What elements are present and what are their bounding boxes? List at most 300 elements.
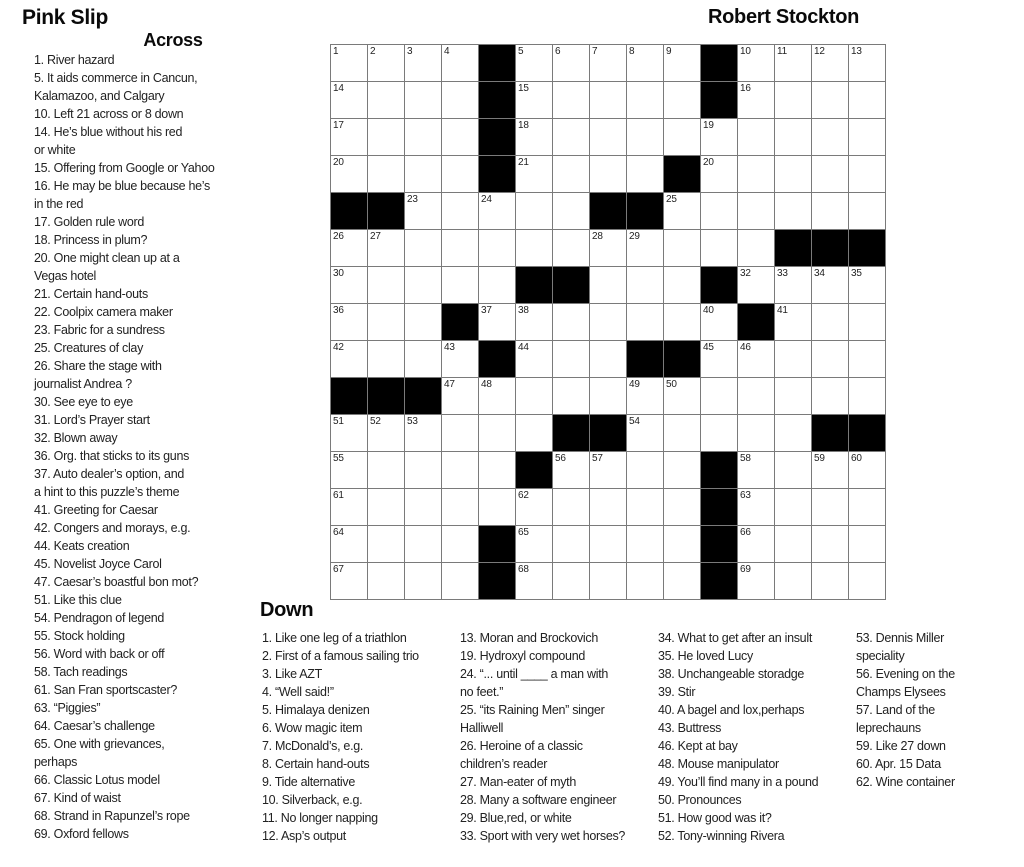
grid-cell[interactable] bbox=[405, 267, 441, 303]
grid-cell[interactable] bbox=[516, 526, 552, 562]
grid-cell[interactable] bbox=[516, 563, 552, 599]
grid-cell[interactable] bbox=[405, 119, 441, 155]
grid-cell[interactable] bbox=[775, 156, 811, 192]
grid-cell[interactable] bbox=[368, 45, 404, 81]
grid-cell[interactable] bbox=[849, 267, 885, 303]
grid-cell[interactable] bbox=[516, 415, 552, 451]
grid-cell[interactable] bbox=[775, 119, 811, 155]
grid-cell[interactable] bbox=[368, 82, 404, 118]
cell-number: 3 bbox=[407, 46, 413, 57]
grid-cell[interactable] bbox=[405, 452, 441, 488]
grid-cell[interactable] bbox=[516, 82, 552, 118]
down-clue-column bbox=[460, 629, 625, 845]
down-clue: 2. First of a famous sailing trio bbox=[262, 649, 419, 663]
grid-cell[interactable] bbox=[590, 526, 626, 562]
grid-cell[interactable] bbox=[331, 563, 367, 599]
grid-cell[interactable] bbox=[775, 452, 811, 488]
across-clue: 55. Stock holding bbox=[34, 629, 125, 643]
cell-number: 58 bbox=[740, 453, 751, 464]
down-clue: 48. Mouse manipulator bbox=[658, 757, 779, 771]
grid-cell-black bbox=[701, 82, 737, 118]
grid-cell-black bbox=[368, 378, 404, 414]
grid-cell[interactable] bbox=[738, 452, 774, 488]
grid-cell[interactable] bbox=[405, 45, 441, 81]
grid-cell[interactable] bbox=[812, 378, 848, 414]
cell-number: 25 bbox=[666, 194, 677, 205]
grid-cell[interactable] bbox=[701, 119, 737, 155]
grid-cell[interactable] bbox=[368, 415, 404, 451]
grid-cell[interactable] bbox=[812, 489, 848, 525]
grid-cell[interactable] bbox=[368, 452, 404, 488]
across-clue: 20. One might clean up at a Vegas hotel bbox=[34, 251, 180, 283]
across-clue: 26. Share the stage with journalist Andrea ? bbox=[34, 359, 162, 391]
grid-cell[interactable] bbox=[479, 489, 515, 525]
grid-cell[interactable] bbox=[849, 82, 885, 118]
down-clue: 28. Many a software engineer bbox=[460, 793, 617, 807]
grid-cell[interactable] bbox=[701, 304, 737, 340]
grid-cell[interactable] bbox=[516, 119, 552, 155]
down-clue: 51. How good was it? bbox=[658, 811, 772, 825]
grid-cell[interactable] bbox=[812, 45, 848, 81]
cell-number: 40 bbox=[703, 305, 714, 316]
across-header: Across bbox=[143, 30, 203, 50]
grid-cell[interactable] bbox=[849, 341, 885, 377]
grid-cell[interactable] bbox=[590, 82, 626, 118]
grid-cell[interactable] bbox=[664, 526, 700, 562]
grid-cell[interactable] bbox=[479, 193, 515, 229]
grid-cell[interactable] bbox=[516, 45, 552, 81]
grid-cell[interactable] bbox=[590, 563, 626, 599]
grid-cell[interactable] bbox=[775, 193, 811, 229]
grid-cell[interactable] bbox=[590, 156, 626, 192]
cell-number: 43 bbox=[444, 342, 455, 353]
grid-cell[interactable] bbox=[405, 415, 441, 451]
cell-number: 20 bbox=[703, 157, 714, 168]
cell-number: 21 bbox=[518, 157, 529, 168]
grid-cell[interactable] bbox=[627, 526, 663, 562]
cell-number: 36 bbox=[333, 305, 344, 316]
grid-cell[interactable] bbox=[368, 526, 404, 562]
across-clue: 44. Keats creation bbox=[34, 539, 130, 553]
down-clue: 10. Silverback, e.g. bbox=[262, 793, 363, 807]
cell-number: 65 bbox=[518, 527, 529, 538]
grid-cell[interactable] bbox=[627, 156, 663, 192]
cell-number: 11 bbox=[777, 46, 787, 57]
grid-cell[interactable] bbox=[331, 489, 367, 525]
cell-number: 17 bbox=[333, 120, 344, 131]
grid-cell[interactable] bbox=[590, 489, 626, 525]
grid-cell[interactable] bbox=[812, 304, 848, 340]
down-clue: 56. Evening on the Champs Elysees bbox=[856, 667, 955, 699]
cell-number: 33 bbox=[777, 268, 788, 279]
grid-cell[interactable] bbox=[627, 304, 663, 340]
grid-cell[interactable] bbox=[516, 193, 552, 229]
grid-cell[interactable] bbox=[553, 378, 589, 414]
grid-cell[interactable] bbox=[442, 341, 478, 377]
grid-cell[interactable] bbox=[368, 267, 404, 303]
grid-cell[interactable] bbox=[812, 452, 848, 488]
cell-number: 35 bbox=[851, 268, 862, 279]
grid-cell[interactable] bbox=[775, 304, 811, 340]
grid-cell[interactable] bbox=[590, 378, 626, 414]
cell-number: 64 bbox=[333, 527, 344, 538]
grid-cell[interactable] bbox=[405, 304, 441, 340]
grid-cell[interactable] bbox=[553, 82, 589, 118]
grid-cell[interactable] bbox=[738, 526, 774, 562]
grid-cell[interactable] bbox=[701, 193, 737, 229]
grid-cell[interactable] bbox=[405, 526, 441, 562]
grid-cell[interactable] bbox=[590, 267, 626, 303]
down-clue: 60. Apr. 15 Data bbox=[856, 757, 941, 771]
cell-number: 6 bbox=[555, 46, 561, 57]
cell-number: 23 bbox=[407, 194, 418, 205]
grid-cell[interactable] bbox=[849, 378, 885, 414]
grid-cell[interactable] bbox=[479, 378, 515, 414]
down-clue: 40. A bagel and lox,perhaps bbox=[658, 703, 805, 717]
grid-cell[interactable] bbox=[775, 489, 811, 525]
grid-cell[interactable] bbox=[479, 267, 515, 303]
cell-number: 7 bbox=[592, 46, 598, 57]
cell-number: 24 bbox=[481, 194, 492, 205]
grid-cell[interactable] bbox=[442, 82, 478, 118]
across-clue: 15. Offering from Google or Yahoo bbox=[34, 161, 215, 175]
cell-number: 34 bbox=[814, 268, 825, 279]
grid-cell[interactable] bbox=[775, 563, 811, 599]
cell-number: 4 bbox=[444, 46, 450, 57]
grid-cell[interactable] bbox=[627, 378, 663, 414]
grid-cell[interactable] bbox=[664, 193, 700, 229]
across-clue: 37. Auto dealer’s option, and a hint to this puzzle’s theme bbox=[34, 467, 184, 499]
grid-cell[interactable] bbox=[664, 378, 700, 414]
grid-cell[interactable] bbox=[738, 267, 774, 303]
grid-cell[interactable] bbox=[664, 267, 700, 303]
grid-cell[interactable] bbox=[516, 489, 552, 525]
grid-cell[interactable] bbox=[775, 526, 811, 562]
grid-cell[interactable] bbox=[627, 119, 663, 155]
grid-cell[interactable] bbox=[405, 193, 441, 229]
grid-cell[interactable] bbox=[331, 452, 367, 488]
across-clue: 41. Greeting for Caesar bbox=[34, 503, 158, 517]
down-clue: 46. Kept at bay bbox=[658, 739, 738, 753]
grid-cell[interactable] bbox=[812, 156, 848, 192]
grid-cell[interactable] bbox=[849, 563, 885, 599]
down-clue: 33. Sport with very wet horses? bbox=[460, 829, 626, 843]
grid-cell-black bbox=[479, 82, 515, 118]
down-clue-column bbox=[856, 629, 955, 791]
grid-cell[interactable] bbox=[738, 415, 774, 451]
down-clue-column bbox=[658, 629, 818, 845]
grid-cell[interactable] bbox=[331, 82, 367, 118]
grid-cell[interactable] bbox=[701, 156, 737, 192]
grid-cell[interactable] bbox=[701, 230, 737, 266]
puzzle-title: Pink Slip bbox=[22, 6, 108, 29]
grid-cell[interactable] bbox=[738, 563, 774, 599]
grid-cell[interactable] bbox=[590, 119, 626, 155]
grid-cell[interactable] bbox=[627, 563, 663, 599]
grid-cell[interactable] bbox=[479, 304, 515, 340]
grid-cell[interactable] bbox=[553, 452, 589, 488]
down-clue: 38. Unchangeable storadge bbox=[658, 667, 805, 681]
grid-cell[interactable] bbox=[516, 304, 552, 340]
cell-number: 45 bbox=[703, 342, 714, 353]
grid-cell[interactable] bbox=[516, 378, 552, 414]
grid-cell[interactable] bbox=[627, 267, 663, 303]
grid-cell[interactable] bbox=[775, 82, 811, 118]
grid-cell[interactable] bbox=[738, 82, 774, 118]
grid-cell[interactable] bbox=[590, 452, 626, 488]
grid-cell[interactable] bbox=[849, 452, 885, 488]
grid-cell[interactable] bbox=[442, 119, 478, 155]
grid-cell[interactable] bbox=[627, 489, 663, 525]
cell-number: 32 bbox=[740, 268, 751, 279]
grid-cell-black bbox=[701, 563, 737, 599]
grid-cell[interactable] bbox=[590, 341, 626, 377]
cell-number: 52 bbox=[370, 416, 381, 427]
grid-cell[interactable] bbox=[664, 452, 700, 488]
grid-cell[interactable] bbox=[442, 563, 478, 599]
grid-cell[interactable] bbox=[553, 119, 589, 155]
grid-cell-black bbox=[590, 415, 626, 451]
grid-cell[interactable] bbox=[553, 230, 589, 266]
grid-cell[interactable] bbox=[368, 230, 404, 266]
grid-cell[interactable] bbox=[331, 341, 367, 377]
grid-cell[interactable] bbox=[442, 156, 478, 192]
grid-cell[interactable] bbox=[738, 45, 774, 81]
grid-cell[interactable] bbox=[553, 156, 589, 192]
cell-number: 27 bbox=[370, 231, 381, 242]
down-clue: 8. Certain hand-outs bbox=[262, 757, 370, 771]
down-clue: 13. Moran and Brockovich bbox=[460, 631, 599, 645]
grid-cell-black bbox=[627, 341, 663, 377]
cell-number: 30 bbox=[333, 268, 344, 279]
grid-cell[interactable] bbox=[590, 230, 626, 266]
across-clue: 22. Coolpix camera maker bbox=[34, 305, 173, 319]
down-clue: 26. Heroine of a classic children’s reader bbox=[460, 739, 583, 771]
grid-cell[interactable] bbox=[627, 415, 663, 451]
grid-cell[interactable] bbox=[368, 119, 404, 155]
grid-cell-black bbox=[849, 230, 885, 266]
grid-cell[interactable] bbox=[405, 230, 441, 266]
grid-cell[interactable] bbox=[812, 193, 848, 229]
grid-cell[interactable] bbox=[664, 563, 700, 599]
grid-cell[interactable] bbox=[849, 156, 885, 192]
grid-cell[interactable] bbox=[738, 230, 774, 266]
grid-cell-black bbox=[553, 267, 589, 303]
grid-cell[interactable] bbox=[812, 563, 848, 599]
grid-cell[interactable] bbox=[331, 304, 367, 340]
grid-cell[interactable] bbox=[849, 119, 885, 155]
grid-cell[interactable] bbox=[405, 341, 441, 377]
grid-cell[interactable] bbox=[664, 119, 700, 155]
grid-cell[interactable] bbox=[553, 526, 589, 562]
grid-cell[interactable] bbox=[664, 415, 700, 451]
cell-number: 51 bbox=[333, 416, 344, 427]
grid-cell[interactable] bbox=[812, 267, 848, 303]
grid-cell[interactable] bbox=[664, 45, 700, 81]
grid-cell-black bbox=[331, 378, 367, 414]
grid-cell[interactable] bbox=[331, 415, 367, 451]
grid-cell[interactable] bbox=[368, 156, 404, 192]
grid-cell[interactable] bbox=[405, 156, 441, 192]
grid-cell[interactable] bbox=[442, 489, 478, 525]
grid-cell[interactable] bbox=[775, 341, 811, 377]
grid-cell[interactable] bbox=[368, 489, 404, 525]
grid-cell[interactable] bbox=[664, 304, 700, 340]
down-clue: 39. Stir bbox=[658, 685, 696, 699]
grid-cell[interactable] bbox=[368, 341, 404, 377]
down-clue: 62. Wine container bbox=[856, 775, 955, 789]
grid-cell[interactable] bbox=[516, 230, 552, 266]
grid-cell-black bbox=[627, 193, 663, 229]
down-header: Down bbox=[260, 599, 314, 621]
grid-cell[interactable] bbox=[738, 378, 774, 414]
grid-cell[interactable] bbox=[331, 267, 367, 303]
grid-cell[interactable] bbox=[849, 304, 885, 340]
grid-cell[interactable] bbox=[738, 489, 774, 525]
cell-number: 68 bbox=[518, 564, 529, 575]
grid-cell-black bbox=[405, 378, 441, 414]
grid-cell[interactable] bbox=[812, 82, 848, 118]
cell-number: 59 bbox=[814, 453, 825, 464]
grid-cell[interactable] bbox=[516, 156, 552, 192]
grid-cell[interactable] bbox=[331, 526, 367, 562]
grid-cell[interactable] bbox=[738, 341, 774, 377]
grid-cell[interactable] bbox=[479, 415, 515, 451]
grid-cell[interactable] bbox=[442, 378, 478, 414]
grid-cell[interactable] bbox=[331, 230, 367, 266]
grid-cell[interactable] bbox=[627, 452, 663, 488]
down-clue: 12. Asp’s output bbox=[262, 829, 346, 843]
grid-cell-black bbox=[479, 45, 515, 81]
grid-cell[interactable] bbox=[553, 193, 589, 229]
across-clue: 58. Tach readings bbox=[34, 665, 128, 679]
grid-cell[interactable] bbox=[442, 526, 478, 562]
cell-number: 10 bbox=[740, 46, 751, 57]
grid-cell-black bbox=[701, 267, 737, 303]
down-clue: 1. Like one leg of a triathlon bbox=[262, 631, 407, 645]
down-clue: 3. Like AZT bbox=[262, 667, 322, 681]
grid-cell[interactable] bbox=[590, 45, 626, 81]
grid-cell[interactable] bbox=[331, 119, 367, 155]
across-clue: 10. Left 21 across or 8 down bbox=[34, 107, 184, 121]
grid-cell[interactable] bbox=[553, 489, 589, 525]
grid-cell[interactable] bbox=[701, 415, 737, 451]
grid-cell[interactable] bbox=[442, 267, 478, 303]
grid-cell[interactable] bbox=[479, 230, 515, 266]
grid-cell[interactable] bbox=[553, 341, 589, 377]
grid-cell[interactable] bbox=[775, 415, 811, 451]
grid-cell[interactable] bbox=[812, 341, 848, 377]
grid-cell[interactable] bbox=[775, 378, 811, 414]
cell-number: 8 bbox=[629, 46, 635, 57]
grid-cell[interactable] bbox=[479, 452, 515, 488]
grid-cell[interactable] bbox=[553, 563, 589, 599]
cell-number: 1 bbox=[333, 46, 339, 57]
cell-number: 18 bbox=[518, 120, 529, 131]
grid-cell-black bbox=[590, 193, 626, 229]
across-clue: 51. Like this clue bbox=[34, 593, 122, 607]
across-clue: 61. San Fran sportscaster? bbox=[34, 683, 177, 697]
cell-number: 29 bbox=[629, 231, 640, 242]
across-clue: 25. Creatures of clay bbox=[34, 341, 144, 355]
grid-cell[interactable] bbox=[405, 563, 441, 599]
grid-cell[interactable] bbox=[368, 304, 404, 340]
down-clue: 57. Land of the leprechauns bbox=[856, 703, 935, 735]
grid-cell[interactable] bbox=[849, 45, 885, 81]
cell-number: 62 bbox=[518, 490, 529, 501]
grid-cell[interactable] bbox=[442, 45, 478, 81]
grid-cell[interactable] bbox=[812, 119, 848, 155]
grid-cell[interactable] bbox=[664, 82, 700, 118]
grid-cell-black bbox=[701, 489, 737, 525]
grid-cell[interactable] bbox=[738, 193, 774, 229]
author-name: Robert Stockton bbox=[708, 6, 860, 28]
grid-cell[interactable] bbox=[442, 415, 478, 451]
grid-cell[interactable] bbox=[738, 156, 774, 192]
grid-cell[interactable] bbox=[701, 378, 737, 414]
grid-cell-black bbox=[738, 304, 774, 340]
grid-cell[interactable] bbox=[849, 526, 885, 562]
grid-cell[interactable] bbox=[849, 489, 885, 525]
grid-cell[interactable] bbox=[442, 452, 478, 488]
down-columns bbox=[262, 629, 1022, 859]
grid-cell[interactable] bbox=[405, 489, 441, 525]
down-clue: 29. Blue,red, or white bbox=[460, 811, 572, 825]
cell-number: 49 bbox=[629, 379, 640, 390]
across-clue: 42. Congers and morays, e.g. bbox=[34, 521, 191, 535]
cell-number: 20 bbox=[333, 157, 344, 168]
grid-cell[interactable] bbox=[664, 489, 700, 525]
grid-cell[interactable] bbox=[738, 119, 774, 155]
down-clue: 27. Man-eater of myth bbox=[460, 775, 576, 789]
across-clue: 1. River hazard bbox=[34, 53, 115, 67]
grid-cell[interactable] bbox=[516, 341, 552, 377]
across-clue: 56. Word with back or off bbox=[34, 647, 165, 661]
grid-cell[interactable] bbox=[331, 156, 367, 192]
across-clue: 36. Org. that sticks to its guns bbox=[34, 449, 190, 463]
cell-number: 63 bbox=[740, 490, 751, 501]
grid-cell[interactable] bbox=[405, 82, 441, 118]
grid-cell[interactable] bbox=[627, 82, 663, 118]
across-clue: 31. Lord’s Prayer start bbox=[34, 413, 150, 427]
grid-cell[interactable] bbox=[627, 230, 663, 266]
grid-cell[interactable] bbox=[553, 304, 589, 340]
grid-cell[interactable] bbox=[627, 45, 663, 81]
grid-cell[interactable] bbox=[442, 193, 478, 229]
down-clue: 34. What to get after an insult bbox=[658, 631, 812, 645]
grid-cell[interactable] bbox=[331, 45, 367, 81]
grid-cell-black bbox=[442, 304, 478, 340]
cell-number: 56 bbox=[555, 453, 566, 464]
grid-cell[interactable] bbox=[849, 193, 885, 229]
grid-cell[interactable] bbox=[775, 45, 811, 81]
grid-cell[interactable] bbox=[590, 304, 626, 340]
grid-cell[interactable] bbox=[812, 526, 848, 562]
across-clue: 23. Fabric for a sundress bbox=[34, 323, 165, 337]
grid-cell[interactable] bbox=[368, 563, 404, 599]
across-clue: 54. Pendragon of legend bbox=[34, 611, 165, 625]
grid-cell[interactable] bbox=[701, 341, 737, 377]
cell-number: 48 bbox=[481, 379, 492, 390]
cell-number: 50 bbox=[666, 379, 677, 390]
grid-cell[interactable] bbox=[664, 230, 700, 266]
grid-cell[interactable] bbox=[775, 267, 811, 303]
across-clue: 30. See eye to eye bbox=[34, 395, 133, 409]
grid-cell[interactable] bbox=[442, 230, 478, 266]
grid-cell-black bbox=[664, 156, 700, 192]
cell-number: 69 bbox=[740, 564, 751, 575]
grid-cell[interactable] bbox=[553, 45, 589, 81]
